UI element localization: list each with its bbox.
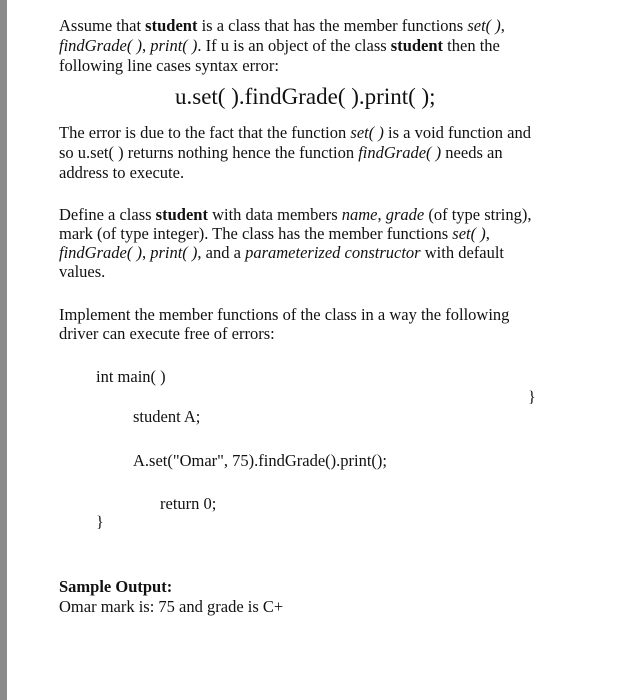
error-statement: u.set( ).findGrade( ).print( ); bbox=[175, 84, 436, 109]
p2-line-2: so u.set( ) returns nothing hence the function findGrade( ) needs an bbox=[59, 143, 503, 162]
p2-line-3: address to execute. bbox=[59, 163, 185, 182]
p4-line-2: driver can execute free of errors: bbox=[59, 324, 275, 343]
code-method-chain: A.set("Omar", 75).findGrade().print(); bbox=[133, 451, 388, 470]
sample-output-text: Omar mark is: 75 and grade is C+ bbox=[59, 597, 284, 616]
p3-line-3: findGrade( ), print( ), and a parameterized constructor with default bbox=[59, 243, 505, 262]
document-page bbox=[7, 0, 635, 700]
p2-line-1: The error is due to the fact that the function set( ) is a void function and bbox=[59, 123, 531, 142]
code-return: return 0; bbox=[160, 494, 217, 513]
page-left-border bbox=[0, 0, 7, 700]
sample-output-heading: Sample Output: bbox=[59, 577, 173, 596]
p4-line-1: Implement the member functions of the class in a way the following bbox=[59, 305, 510, 324]
code-close-brace: } bbox=[96, 514, 104, 531]
p3-line-4: values. bbox=[59, 262, 106, 281]
p1-line-2: findGrade( ), print( ). If u is an object of the class student then the bbox=[59, 36, 500, 55]
p3-line-1: Define a class student with data members name, grade (of type string), bbox=[59, 205, 532, 224]
p3-line-2: mark (of type integer). The class has the member functions set( ), bbox=[59, 224, 490, 243]
code-declare-student: student A; bbox=[133, 407, 201, 426]
p1-line-1: Assume that student is a class that has the member functions set( ), bbox=[59, 16, 505, 35]
p1-line-3: following line cases syntax error: bbox=[59, 56, 279, 75]
code-stray-brace: } bbox=[528, 389, 536, 406]
code-main-declaration: int main( ) bbox=[96, 367, 166, 386]
